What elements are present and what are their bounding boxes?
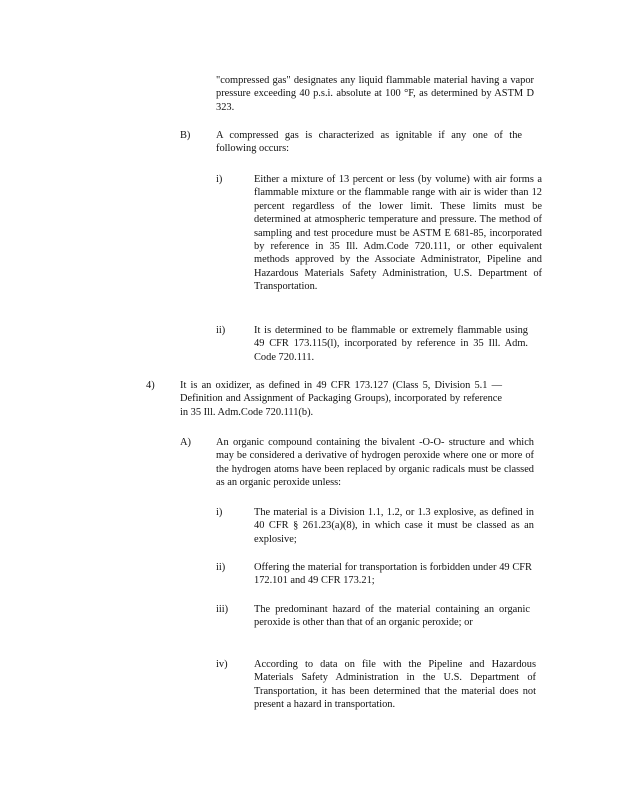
label-B-i: i) xyxy=(216,174,223,185)
label-4: 4) xyxy=(146,380,155,391)
label-B: B) xyxy=(180,130,191,141)
paragraph-A-iv: According to data on file with the Pipeline and Hazardous Materials Safety Administration in the U.S. Department of Transportation, it has been determined that the material does not present a hazard in transportation. xyxy=(254,659,536,711)
paragraph-A-i: The material is a Division 1.1, 1.2, or 1.3 explosive, as defined in 40 CFR § 261.23(a)(8), in which case it must be classed as an explosive; xyxy=(254,507,534,545)
label-A-iv: iv) xyxy=(216,659,228,670)
label-A-ii: ii) xyxy=(216,562,226,573)
paragraph-A-organic-peroxide: An organic compound containing the bivalent -O-O- structure and which may be considered a derivative of hydrogen peroxide where one or more of the hydrogen atoms have been replaced by organic radicals must be classed as an organic peroxide unless: xyxy=(216,437,534,489)
paragraph-B-ii: It is determined to be flammable or extremely flammable using 49 CFR 173.115(l), incorporated by reference in 35 Ill. Adm. Code 720.111. xyxy=(254,325,528,363)
label-A-i: i) xyxy=(216,507,223,518)
label-A-iii: iii) xyxy=(216,604,229,615)
label-A: A) xyxy=(180,437,191,448)
paragraph-compressed-gas-definition: "compressed gas" designates any liquid flammable material having a vapor pressure exceeding 40 p.s.i. absolute at 100 °F, as determined by ASTM D 323. xyxy=(216,75,534,113)
label-B-ii: ii) xyxy=(216,325,226,336)
paragraph-B: A compressed gas is characterized as ignitable if any one of the following occurs: xyxy=(216,130,522,155)
paragraph-A-ii: Offering the material for transportation is forbidden under 49 CFR 172.101 and 49 CFR 173.21; xyxy=(254,562,532,587)
paragraph-A-iii: The predominant hazard of the material containing an organic peroxide is other than that of an organic peroxide; or xyxy=(254,604,530,629)
paragraph-B-i: Either a mixture of 13 percent or less (by volume) with air forms a flammable mixture or the flammable range with air is wider than 12 percent regardless of the lower limit. These limits must be determined at atmospheric temperature and pressure. The method of sampling and test procedure must be ASTM E 681-85, incorporated by reference in 35 Ill. Adm.Code 720.111, or other equivalent methods approved by the Associate Administrator, Pipeline and Hazardous Materials Safety Administration, U.S. Department of Transportation. xyxy=(254,174,542,293)
paragraph-4-oxidizer: It is an oxidizer, as defined in 49 CFR 173.127 (Class 5, Division 5.1 — Definition and Assignment of Packaging Groups), incorporated by reference in 35 Ill. Adm.Code 720.111(b). xyxy=(180,380,502,418)
